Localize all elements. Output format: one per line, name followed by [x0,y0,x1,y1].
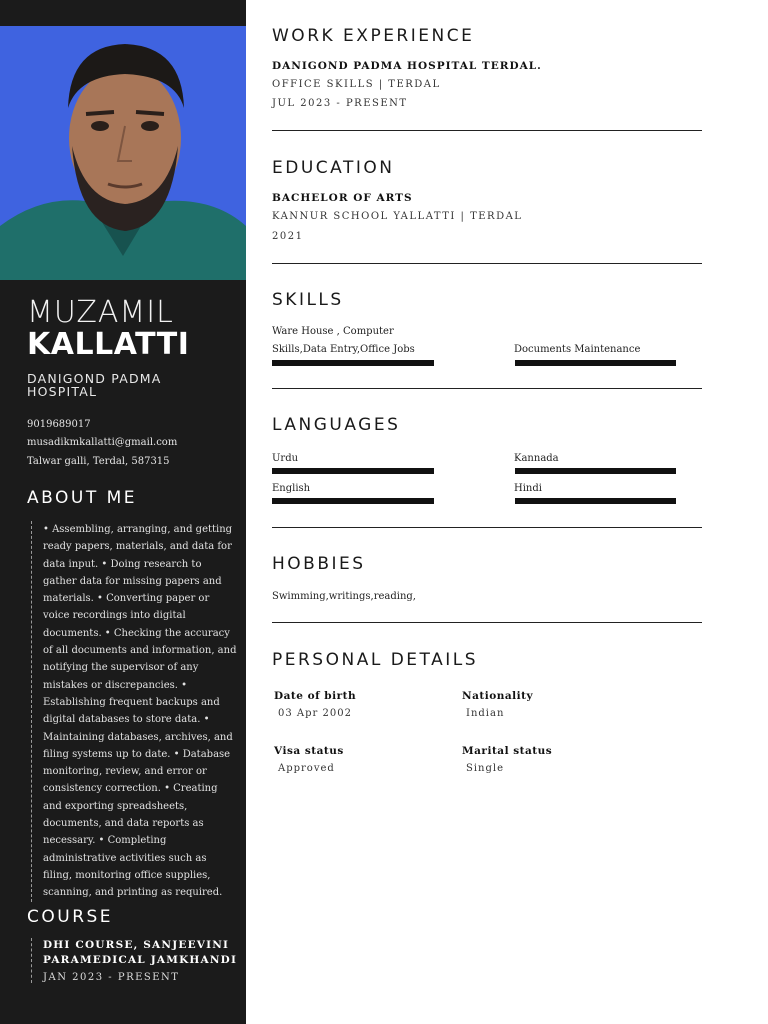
skill-name: Documents Maintenance [514,344,641,355]
email: musadikmkallatti@gmail.com [27,437,178,448]
skills-heading: SKILLS [272,290,344,310]
language-name: English [272,483,311,494]
address: Talwar galli, Terdal, 587315 [27,456,170,467]
divider [272,263,702,264]
language-name: Hindi [514,483,542,494]
divider [272,388,702,389]
first-name: MUZAMIL [27,295,174,330]
course-block [31,938,238,983]
divider [272,622,702,623]
phone: 9019689017 [27,419,91,430]
work-heading: WORK EXPERIENCE [272,26,475,46]
language-level-bar [272,498,434,504]
work-role: OFFICE SKILLS | TERDAL [272,79,441,90]
language-name: Urdu [272,453,299,464]
hobbies-text: Swimming,writings,reading, [272,591,416,602]
course-title: DHI COURSE, SANJEEVINI PARAMEDICAL JAMKHANDI [43,939,238,966]
skill-level-bar [515,360,676,366]
skill-level-bar [272,360,434,366]
marital-label: Marital status [462,745,553,757]
language-level-bar [515,468,676,474]
hobbies-heading: HOBBIES [272,554,366,574]
work-dates: JUL 2023 - PRESENT [272,98,408,109]
work-employer: DANIGOND PADMA HOSPITAL TERDAL. [272,60,542,72]
education-year: 2021 [272,231,304,242]
language-name: Kannada [514,453,559,464]
course-date: JAN 2023 - PRESENT [43,972,180,983]
divider [272,527,702,528]
profile-photo [0,26,246,280]
last-name: KALLATTI [27,327,190,362]
education-degree: BACHELOR OF ARTS [272,192,413,204]
sidebar [0,0,246,1024]
about-text: • Assembling, arranging, and getting ready papers, materials, and data for data input. • Doing research to gather data for missing papers and materials. • Converting paper or voice recordings into digital documents. • Checking the accuracy of all documents and information, and notifying the supervisor of any mistakes or discrepancies. • Establishing frequent backups and digital databases to store data. • Maintaining databases, archives, and filing systems up to date. • Database monitoring, review, and error or consistency correction. • Creating and exporting spreadsheets, documents, and data reports as necessary. • Completing administrative activities such as filing, monitoring office supplies, scanning, and printing as required. [31,521,238,902]
dob-label: Date of birth [274,690,357,702]
organization: DANIGOND PADMA HOSPITAL [27,371,162,399]
dob-value: 03 Apr 2002 [278,708,352,719]
personal-heading: PERSONAL DETAILS [272,650,478,670]
course-heading: COURSE [27,907,114,927]
divider [272,130,702,131]
language-level-bar [515,498,676,504]
nationality-value: Indian [466,708,505,719]
nationality-label: Nationality [462,690,534,702]
education-school: KANNUR SCHOOL YALLATTI | TERDAL [272,211,523,222]
skill-name: Ware House , Computer Skills,Data Entry,Office Jobs [272,326,415,355]
visa-value: Approved [278,763,335,774]
marital-value: Single [466,763,505,774]
education-heading: EDUCATION [272,158,395,178]
visa-label: Visa status [274,745,344,757]
languages-heading: LANGUAGES [272,415,401,435]
language-level-bar [272,468,434,474]
about-heading: ABOUT ME [27,488,138,508]
